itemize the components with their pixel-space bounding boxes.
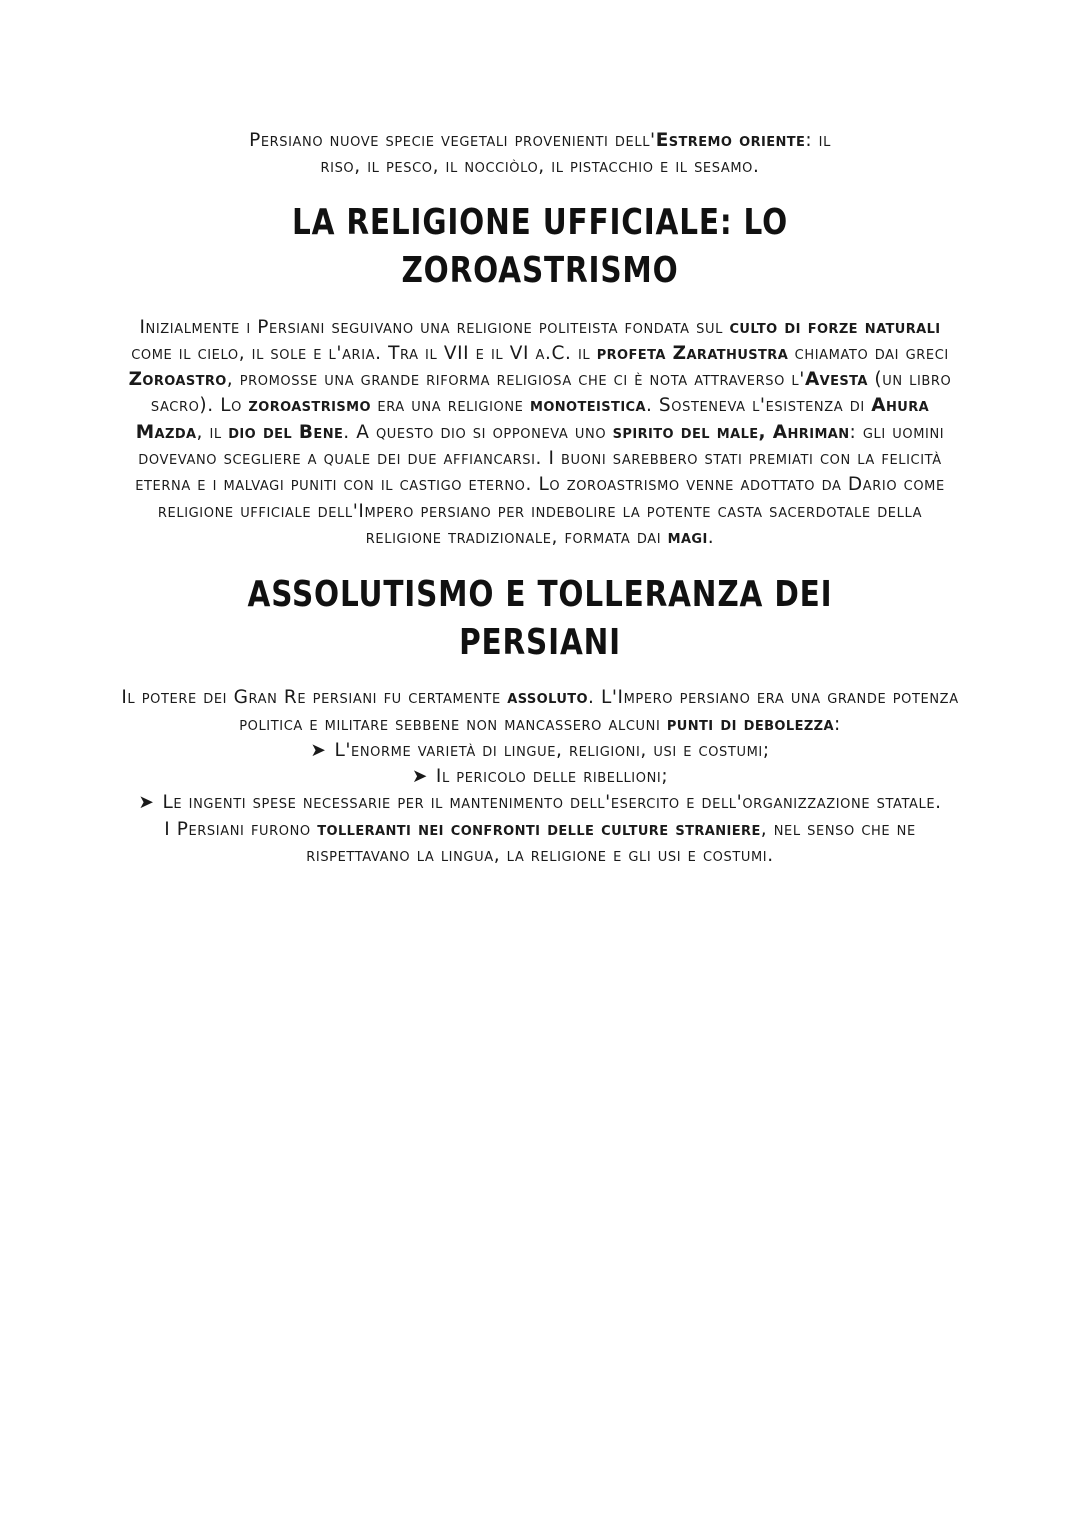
intro-paragraph [120,128,960,181]
paragraph-text: : [833,713,841,735]
paragraph-text: , promosse una grande riforma religiosa che ci è nota attraverso l' [226,369,805,391]
paragraph-text: : gli uomini dovevano scegliere a quale dei due affiancarsi. I buoni sarebbero stati premiati con la felicità eterna e i malvagi puniti con il castigo eterno. Lo zoroastrismo venne adottato da Dario come religione ufficiale dell'Impero persiano per indebolire la potente casta sacerdotale della religione tradizionale, formata dai [135,421,945,548]
intro-text: riso, il pesco, il nocciòlo, il pistacchio e il sesamo. [320,156,760,178]
arrow-bullet-icon: ➤ [310,739,327,761]
keyword: Ahura Mazda [135,395,930,443]
paragraph-text: . L'Impero persiano era una grande potenza politica e militare sebbene non mancassero alcuni [239,687,959,735]
list-item-text: Le ingenti spese necessarie per il mantenimento dell'esercito e dell'organizzazione statale. [162,792,942,814]
keyword: Zoroastro [128,369,227,391]
section-heading-religione: LA RELIGIONE UFFICIALE: LO ZOROASTRISMO [291,201,789,291]
paragraph-text: . A questo dio si opponeva uno [343,421,613,443]
keyword: spirito del male, Ahriman [612,421,850,443]
paragraph-text: (un libro sacro). Lo [150,369,952,417]
list-item [120,764,960,790]
paragraph-text: era una religione [370,395,530,417]
paragraph-text: , nel senso che ne rispettavano la lingua, la religione e gli usi e costumi. [306,818,916,867]
keyword: profeta Zarathustra [596,342,789,364]
paragraph-text: I Persiani furono [164,818,318,840]
keyword: culto di forze naturali [729,316,941,338]
keyword: monoteistica [529,395,646,417]
list-item [120,738,960,764]
list-item-text: Il pericolo delle ribellioni; [435,766,669,788]
list-item [120,790,960,816]
keyword: assoluto [507,687,588,709]
paragraph-text: Inizialmente i Persiani seguivano una religione politeista fondata sul [139,316,730,338]
arrow-bullet-icon: ➤ [138,792,155,814]
intro-keyword: Estremo oriente [655,130,806,151]
keyword: zoroastrismo [248,395,371,417]
list-item-text: L'enorme varietà di lingue, religioni, usi e costumi; [334,739,770,761]
intro-text: Persiano nuove specie vegetali provenienti dell' [249,130,656,151]
keyword: punti di debolezza [666,713,834,735]
intro-text: : il [805,130,831,151]
keyword: dio del Bene [228,421,344,443]
paragraph-text: chiamato dai greci [788,342,949,364]
paragraph-text: Il potere dei Gran Re persiani fu certamente [121,687,508,709]
paragraph-text: . [707,526,715,548]
paragraph-text: . Sosteneva l'esistenza di [645,395,872,417]
paragraph-text: , il [196,421,229,443]
assolutismo-paragraph [120,685,960,869]
religione-paragraph [120,315,960,552]
keyword: magi [667,526,708,548]
document-page [120,128,960,869]
keyword: Avesta [804,369,868,391]
arrow-bullet-icon: ➤ [411,766,428,788]
paragraph-text: come il cielo, il sole e l'aria. Tra il VII e il VI a.C. il [131,342,597,364]
keyword: tolleranti nei confronti delle culture straniere [317,818,761,840]
section-heading-assolutismo: ASSOLUTISMO E TOLLERANZA DEI PERSIANI [247,574,833,664]
